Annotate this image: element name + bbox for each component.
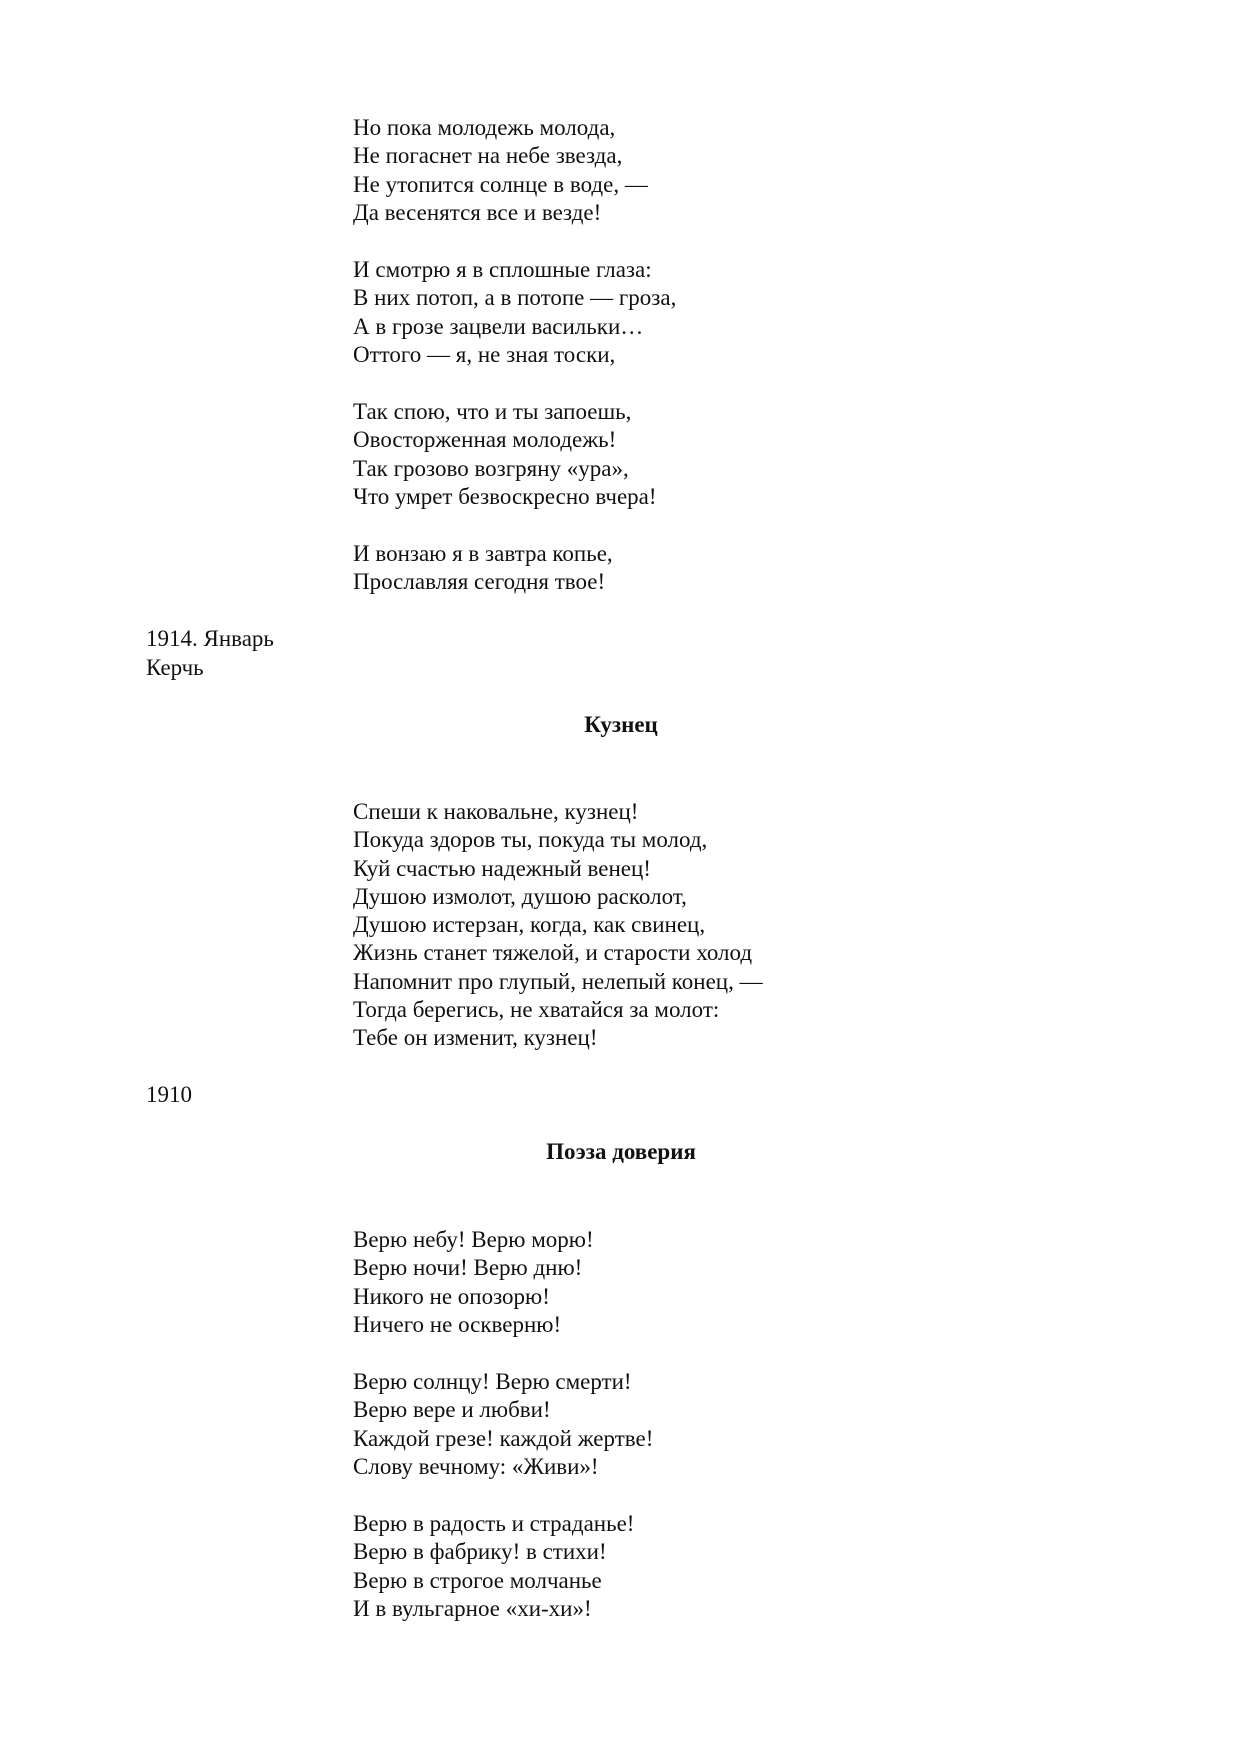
verse-line: Так грозово возгряну «ура», (353, 455, 629, 481)
verse-line: Оттого — я, не зная тоски, (353, 341, 616, 367)
poem2-stanza-1 (353, 798, 763, 1053)
verse-line: И в вульгарное «хи-хи»! (353, 1595, 592, 1621)
verse-line: Верю в радость и страданье! (353, 1511, 635, 1536)
verse-line: Верю небу! Верю морю! (353, 1227, 594, 1252)
verse-line: Тогда берегись, не хватайся за молот: (353, 997, 720, 1023)
poem3-title: Поэза доверия (546, 1139, 696, 1164)
verse-line: Жизнь станет тяжелой, и старости холод (353, 940, 753, 966)
verse-line: Не утопится солнце в воде, — (353, 171, 648, 197)
verse-line: Что умрет безвоскресно вчера! (353, 483, 657, 509)
verse-line: Так спою, что и ты запоешь, (353, 399, 632, 424)
verse-line: Верю в фабрику! в стихи! (353, 1539, 607, 1565)
verse-line: Верю ночи! Верю дню! (353, 1255, 583, 1281)
verse-line: Верю вере и любви! (353, 1397, 551, 1423)
poem3-stanza-3 (353, 1510, 634, 1623)
verse-line: Куй счастью надежный венец! (353, 855, 651, 881)
poem1-place: Керчь (146, 655, 204, 680)
verse-line: Душою истерзан, когда, как свинец, (353, 912, 706, 938)
verse-line: Да весенятся все и везде! (353, 199, 602, 225)
verse-line: Слову вечному: «Живи»! (353, 1453, 599, 1479)
verse-line: Душою измолот, душою расколот, (353, 883, 687, 909)
poem1-stanza-4 (353, 540, 613, 597)
poem2-title: Кузнец (584, 712, 658, 737)
verse-line: Покуда здоров ты, покуда ты молод, (353, 827, 708, 853)
verse-line: В них потоп, а в потопе — гроза, (353, 285, 677, 311)
verse-line: Напомнит про глупый, нелепый конец, — (353, 968, 763, 994)
verse-line: Спеши к наковальне, кузнец! (353, 799, 639, 824)
verse-line: Никого не опозорю! (353, 1283, 550, 1309)
verse-line: Ничего не оскверню! (353, 1311, 562, 1337)
verse-line: Верю в строгое молчанье (353, 1567, 602, 1593)
verse-line: Не погаснет на небе звезда, (353, 143, 623, 169)
verse-line: Верю солнцу! Верю смерти! (353, 1369, 632, 1394)
verse-line: А в грозе зацвели васильки… (353, 313, 644, 339)
verse-line: Но пока молодежь молода, (353, 115, 616, 140)
poem1-stanza-1 (353, 114, 648, 227)
verse-line: Тебе он изменит, кузнец! (353, 1025, 598, 1051)
poem1-date: 1914. Январь (146, 626, 274, 651)
verse-line: Прославляя сегодня твое! (353, 569, 606, 595)
poem1-stanza-3 (353, 398, 657, 511)
verse-line: И вонзаю я в завтра копье, (353, 541, 613, 566)
poem2-date: 1910 (146, 1082, 192, 1107)
verse-line: Овосторженная молодежь! (353, 427, 617, 453)
verse-line: И смотрю я в сплошные глаза: (353, 257, 652, 282)
poem3-stanza-1 (353, 1226, 594, 1339)
poem3-stanza-2 (353, 1368, 653, 1481)
verse-line: Каждой грезе! каждой жертве! (353, 1425, 654, 1451)
poem1-stanza-2 (353, 256, 676, 369)
